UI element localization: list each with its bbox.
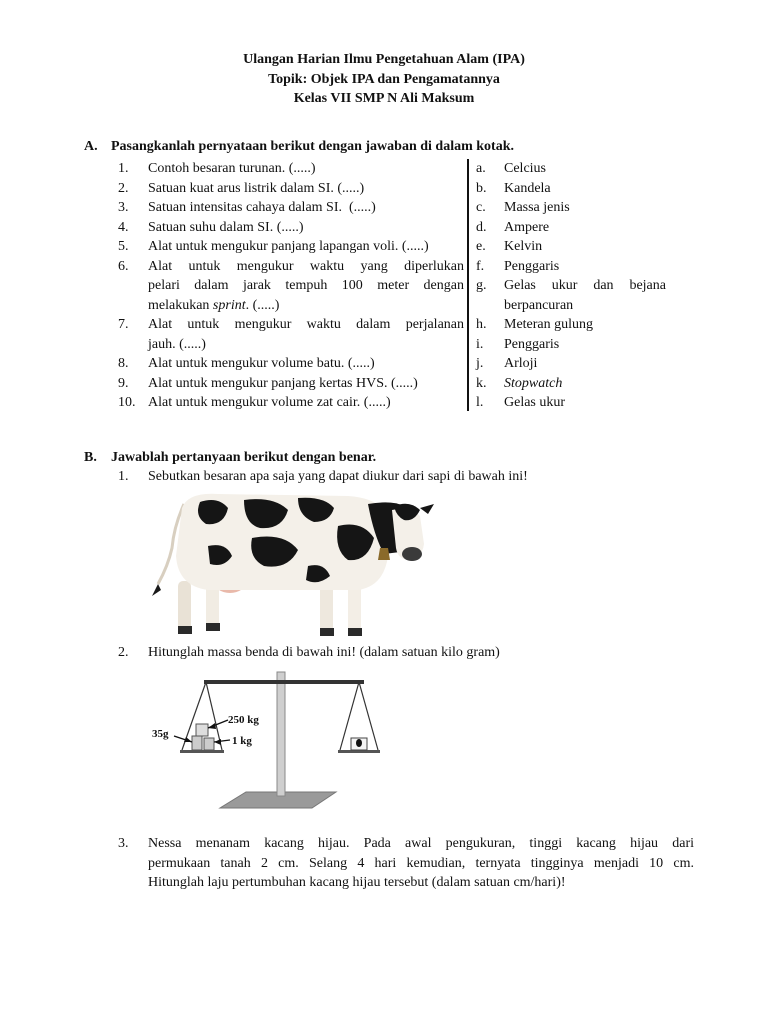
question-text-line: permukaan tanah 2 cm. Selang 4 hari kemudian, ternyata tingginya menjadi 10 cm. <box>148 855 694 871</box>
question-text-line: melakukan sprint. (.....) <box>148 297 280 313</box>
question-b3 <box>118 834 694 893</box>
answer-letter: j. <box>476 356 484 371</box>
question-text: Sebutkan besaran apa saja yang dapat diukur dari sapi di bawah ini! <box>148 469 528 484</box>
answer-letter: e. <box>476 239 486 254</box>
answer-item <box>476 218 666 238</box>
answer-item <box>476 354 666 374</box>
answer-text: Penggaris <box>504 336 560 352</box>
answer-item <box>476 159 666 179</box>
balance-scale-image <box>146 668 386 812</box>
header-title: Ulangan Harian Ilmu Pengetahuan Alam (IPA) <box>243 52 525 67</box>
answer-text: Penggaris <box>504 258 560 274</box>
answer-text: Massa jenis <box>504 200 570 215</box>
question-number: 1. <box>118 469 129 484</box>
answer-text: Celcius <box>504 161 546 176</box>
section-a-letter: A. <box>84 139 98 154</box>
column-divider <box>467 159 469 411</box>
question-number: 7. <box>118 317 129 332</box>
question-number: 2. <box>118 645 129 660</box>
answer-item <box>476 276 666 315</box>
answer-text: Gelas ukur <box>504 395 566 410</box>
question-number: 6. <box>118 258 129 274</box>
answer-letter: l. <box>476 395 484 410</box>
answer-letter: k. <box>476 375 487 391</box>
weight-label-1kg: 1 kg <box>232 735 252 747</box>
cow-image <box>148 486 440 642</box>
answer-letter: f. <box>476 258 485 274</box>
question-item <box>118 159 464 179</box>
question-number: 3. <box>118 836 129 851</box>
question-item <box>118 393 464 413</box>
answer-letter: d. <box>476 219 487 235</box>
question-number: 10. <box>118 395 136 410</box>
answer-item <box>476 198 666 218</box>
answer-text: Ampere <box>504 219 550 235</box>
question-item <box>118 315 464 354</box>
question-text-line: Nessa menanam kacang hijau. Pada awal pengukuran, tinggi kacang hijau dari <box>148 836 694 851</box>
section-a-title <box>84 139 514 155</box>
answer-item <box>476 315 666 335</box>
question-item <box>118 198 464 218</box>
question-text <box>148 315 464 354</box>
answer-item <box>476 179 666 199</box>
header-topic: Topik: Objek IPA dan Pengamatannya <box>268 71 500 87</box>
weight-label-250kg: 250 kg <box>228 714 259 726</box>
answer-text: Kandela <box>504 180 551 196</box>
answer-item <box>476 335 666 355</box>
question-item <box>118 218 464 238</box>
question-text: Alat untuk mengukur volume zat cair. (.....) <box>148 395 391 410</box>
answer-text: Kelvin <box>504 239 543 254</box>
question-number: 5. <box>118 239 129 254</box>
question-number: 8. <box>118 356 129 371</box>
question-item <box>118 374 464 394</box>
question-text <box>148 257 464 316</box>
answer-list <box>476 159 666 413</box>
question-number: 9. <box>118 375 129 391</box>
question-number: 3. <box>118 200 129 215</box>
question-text: Satuan kuat arus listrik dalam SI. (.....) <box>148 180 365 196</box>
answer-letter: i. <box>476 336 484 352</box>
question-b1 <box>118 467 528 487</box>
question-text: Alat untuk mengukur volume batu. (.....) <box>148 356 375 371</box>
question-text: Satuan suhu dalam SI. (.....) <box>148 219 304 235</box>
question-number: 1. <box>118 161 129 176</box>
answer-letter: a. <box>476 161 486 176</box>
answer-text: Arloji <box>504 356 538 371</box>
question-text <box>148 834 694 893</box>
answer-letter: c. <box>476 200 486 215</box>
question-item <box>118 354 464 374</box>
answer-letter: b. <box>476 180 487 196</box>
section-b-letter: B. <box>84 450 97 465</box>
question-text: Alat untuk mengukur panjang lapangan voli. (.....) <box>148 239 429 254</box>
question-text-line: pelari dalam jarak tempuh 100 meter dengan <box>148 278 464 293</box>
question-text-line: Hitunglah laju pertumbuhan kacang hijau tersebut (dalam satuan cm/hari)! <box>148 875 566 890</box>
answer-letter: h. <box>476 317 487 332</box>
worksheet-header <box>0 50 768 109</box>
question-item <box>118 237 464 257</box>
question-b2 <box>118 643 500 663</box>
question-number: 4. <box>118 219 129 235</box>
answer-text: Stopwatch <box>504 375 563 391</box>
answer-text: Meteran gulung <box>504 317 594 332</box>
question-text-line: Alat untuk mengukur waktu dalam perjalanan <box>148 317 464 332</box>
answer-text <box>504 276 666 315</box>
question-item <box>118 257 464 316</box>
question-item <box>118 179 464 199</box>
weight-label-35g: 35g <box>152 728 169 740</box>
section-b-title <box>84 450 376 466</box>
question-text: Hitunglah massa benda di bawah ini! (dalam satuan kilo gram) <box>148 645 500 660</box>
answer-item <box>476 257 666 277</box>
question-text-line: jauh. (.....) <box>148 336 206 352</box>
answer-item <box>476 237 666 257</box>
question-number: 2. <box>118 180 129 196</box>
answer-text-line: berpancuran <box>504 297 574 313</box>
question-text: Alat untuk mengukur panjang kertas HVS. (.....) <box>148 375 418 391</box>
question-text: Contoh besaran turunan. (.....) <box>148 161 316 176</box>
question-text: Satuan intensitas cahaya dalam SI. (.....) <box>148 200 376 215</box>
question-text-line: Alat untuk mengukur waktu yang diperlukan <box>148 258 464 274</box>
section-b-instruction: Jawablah pertanyaan berikut dengan benar. <box>111 450 377 465</box>
section-a-instruction: Pasangkanlah pernyataan berikut dengan jawaban di dalam kotak. <box>111 139 514 154</box>
answer-letter: g. <box>476 278 487 293</box>
question-list <box>118 159 464 413</box>
answer-item <box>476 393 666 413</box>
answer-text-line: Gelas ukur dan bejana <box>504 278 666 293</box>
answer-item <box>476 374 666 394</box>
header-class: Kelas VII SMP N Ali Maksum <box>293 91 475 106</box>
